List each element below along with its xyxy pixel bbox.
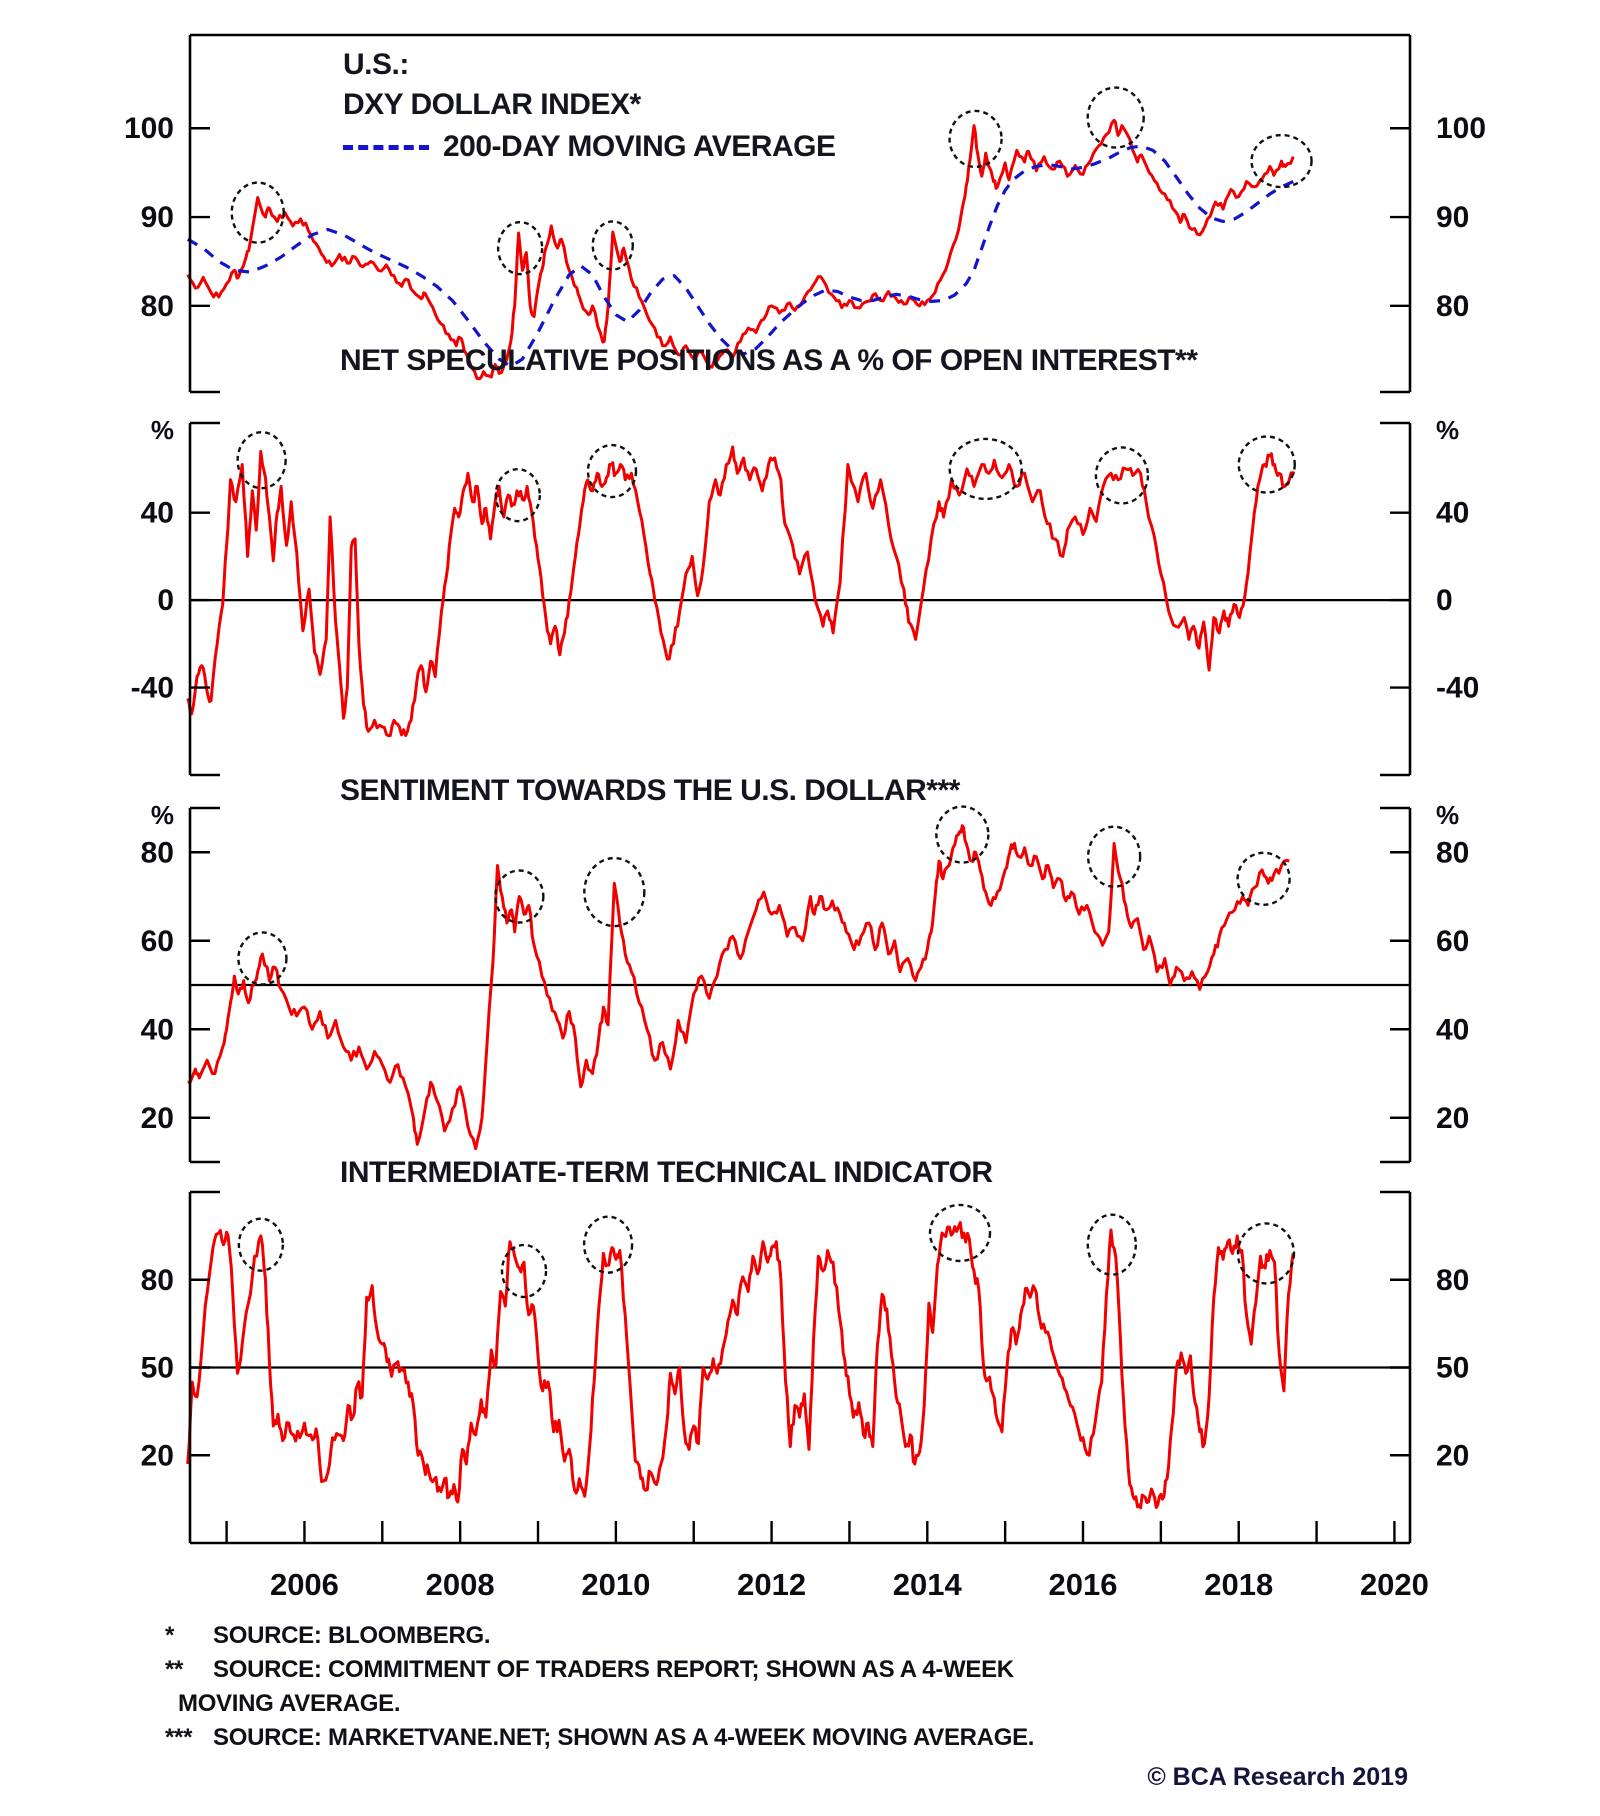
chart-title-series: DXY DOLLAR INDEX*	[343, 88, 641, 121]
panel2-title: NET SPECULATIVE POSITIONS AS A % OF OPEN INTEREST**	[340, 344, 1198, 377]
panel3-left-tick-label: 60	[140, 924, 174, 958]
footnote2-marker: **	[165, 1656, 184, 1683]
x-axis-year-label: 2008	[425, 1567, 495, 1602]
panel2-annotation-circle	[588, 445, 636, 497]
panel2-right-tick-label: 0	[1436, 584, 1453, 618]
panel3-title: SENTIMENT TOWARDS THE U.S. DOLLAR***	[340, 774, 960, 807]
footnote3-text: SOURCE: MARKETVANE.NET; SHOWN AS A 4-WEEK MOVING AVERAGE.	[213, 1724, 1035, 1751]
x-axis-year-label: 2012	[737, 1567, 807, 1602]
panel1-left-tick-label: 80	[140, 289, 174, 323]
panel2-left-percent-label: %	[150, 415, 174, 445]
panel3-right-tick-label: 60	[1436, 924, 1470, 958]
panel4-left-tick-label: 80	[140, 1263, 174, 1297]
panel2-series-line	[188, 447, 1295, 736]
panel3-left-tick-label: 40	[140, 1013, 174, 1047]
panel4-right-tick-label: 20	[1436, 1439, 1470, 1473]
panel1-right-tick-label: 90	[1436, 201, 1470, 235]
panel4-title: INTERMEDIATE-TERM TECHNICAL INDICATOR	[340, 1156, 993, 1189]
panel4-left-tick-label: 20	[140, 1439, 174, 1473]
panel3-right-tick-label: 40	[1436, 1013, 1470, 1047]
panel3-right-tick-label: 80	[1436, 836, 1470, 870]
copyright-notice: © BCA Research 2019	[1147, 1763, 1408, 1791]
panel1-left-tick-label: 90	[140, 201, 174, 235]
panel3-left-percent-label: %	[150, 800, 174, 830]
panel3-right-percent-label: %	[1436, 800, 1460, 830]
panel3-series-line	[188, 826, 1290, 1149]
panel3-right-tick-label: 20	[1436, 1101, 1470, 1135]
x-axis-year-label: 2020	[1359, 1567, 1429, 1602]
panel2-right-tick-label: 40	[1436, 496, 1470, 530]
panel2-left-tick-label: -40	[130, 671, 174, 705]
x-axis-year-label: 2006	[269, 1567, 339, 1602]
panel4-left-tick-label: 50	[140, 1351, 174, 1385]
legend-moving-average-label: 200-DAY MOVING AVERAGE	[443, 130, 836, 163]
footnote2-text: SOURCE: COMMITMENT OF TRADERS REPORT; SHOWN AS A 4-WEEK	[213, 1656, 1014, 1683]
x-axis-year-label: 2018	[1204, 1567, 1274, 1602]
panel4-right-tick-label: 80	[1436, 1263, 1470, 1297]
x-axis-year-label: 2014	[892, 1567, 962, 1602]
footnote1-marker: *	[165, 1622, 175, 1649]
panel1-legend-block	[343, 48, 835, 164]
panel4-series-line	[188, 1223, 1294, 1508]
panel3-annotation-circle	[936, 807, 988, 863]
x-axis-year-label: 2010	[581, 1567, 651, 1602]
chart-title-country: U.S.:	[343, 48, 409, 81]
panel3-annotation-circle	[1238, 853, 1290, 905]
panel1-annotation-circle	[232, 183, 284, 243]
panel1-left-tick-label: 100	[123, 112, 174, 146]
panel2-left-tick-label: 0	[157, 584, 174, 618]
x-axis-year-label: 2016	[1048, 1567, 1118, 1602]
panel2-right-tick-label: -40	[1436, 671, 1480, 705]
footnote1-text: SOURCE: BLOOMBERG.	[213, 1622, 491, 1649]
footnote3-marker: ***	[165, 1724, 193, 1751]
panel3-left-tick-label: 80	[140, 836, 174, 870]
moving-average-dash-swatch	[343, 145, 429, 150]
panel2-left-tick-label: 40	[140, 496, 174, 530]
panel4-right-tick-label: 50	[1436, 1351, 1470, 1385]
panel2-right-percent-label: %	[1436, 415, 1460, 445]
footnote2-continuation: MOVING AVERAGE.	[178, 1690, 401, 1717]
panel1-right-tick-label: 80	[1436, 289, 1470, 323]
panel3-left-tick-label: 20	[140, 1101, 174, 1135]
panel1-right-tick-label: 100	[1436, 112, 1487, 146]
panel1-annotation-circle	[1088, 88, 1144, 148]
panel4-annotation-circle	[239, 1219, 283, 1271]
